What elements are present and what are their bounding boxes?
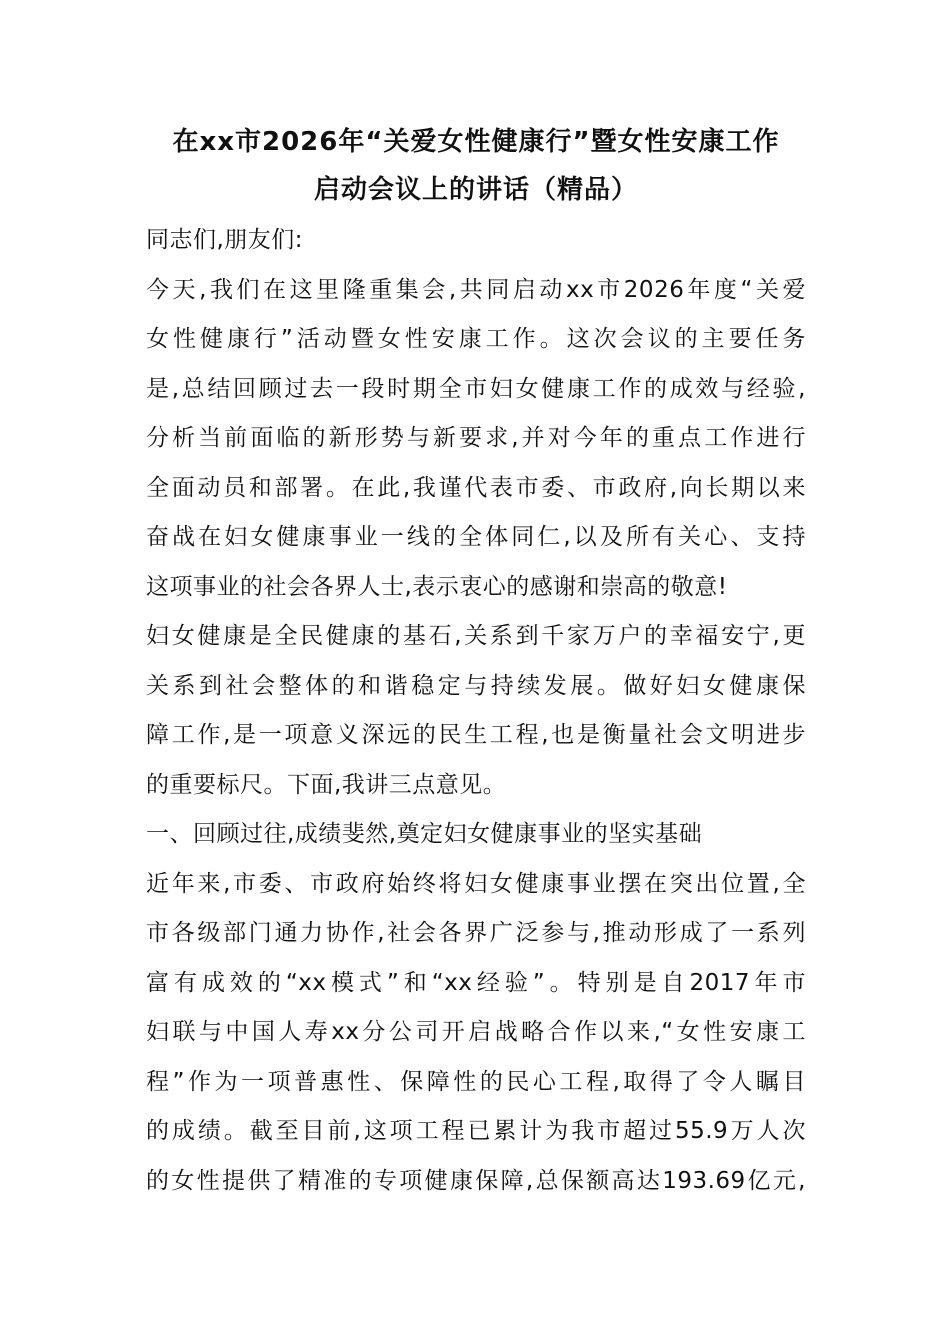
body-line: 市各级部门通力协作,社会各界广泛参与,推动形成了一系列 [146,920,806,946]
document-body [146,216,806,1206]
body-line: 全面动员和部署。在此,我谨代表市委、市政府,向长期以来 [146,474,806,501]
document-title [146,118,806,214]
body-line: 是,总结回顾过去一段时期全市妇女健康工作的成效与经验, [146,375,806,402]
body-line: 程”作为一项普惠性、保障性的民心工程,取得了令人瞩目 [146,1068,806,1095]
body-line: 妇女健康是全民健康的基石,关系到千家万户的幸福安宁,更 [146,623,806,649]
title-line-1: 在xx市2026年“关爱女性健康行”暨女性安康工作 [172,127,780,157]
body-line: 关系到社会整体的和谐稳定与持续发展。做好妇女健康保 [146,672,806,699]
body-line: 富有成效的“xx模式”和“xx经验”。特别是自2017年市 [146,969,806,996]
body-line: 这项事业的社会各界人士,表示衷心的感谢和崇高的敬意! [146,573,728,600]
body-line: 奋战在妇女健康事业一线的全体同仁,以及所有关心、支持 [146,524,806,550]
document-page [146,118,806,1206]
body-line: 今天,我们在这里隆重集会,共同启动xx市2026年度“关爱 [146,276,806,303]
body-line: 障工作,是一项意义深远的民生工程,也是衡量社会文明进步 [146,722,806,748]
body-line: 同志们,朋友们: [146,227,304,253]
body-line: 女性健康行”活动暨女性安康工作。这次会议的主要任务 [146,326,806,352]
body-line: 的重要标尺。下面,我讲三点意见。 [146,771,507,798]
body-line: 分析当前面临的新形势与新要求,并对今年的重点工作进行 [146,425,806,451]
body-line: 的成绩。截至目前,这项工程已累计为我市超过55.9万人次 [146,1118,806,1144]
body-line: 妇联与中国人寿xx分公司开启战略合作以来,“女性安康工 [146,1019,806,1045]
body-line: 的女性提供了精准的专项健康保障,总保额高达193.69亿元, [146,1167,806,1194]
body-line: 一、回顾过往,成绩斐然,奠定妇女健康事业的坚实基础 [146,821,703,847]
body-line: 近年来,市委、市政府始终将妇女健康事业摆在突出位置,全 [146,870,806,897]
title-line-2: 启动会议上的讲话（精品） [313,175,638,205]
